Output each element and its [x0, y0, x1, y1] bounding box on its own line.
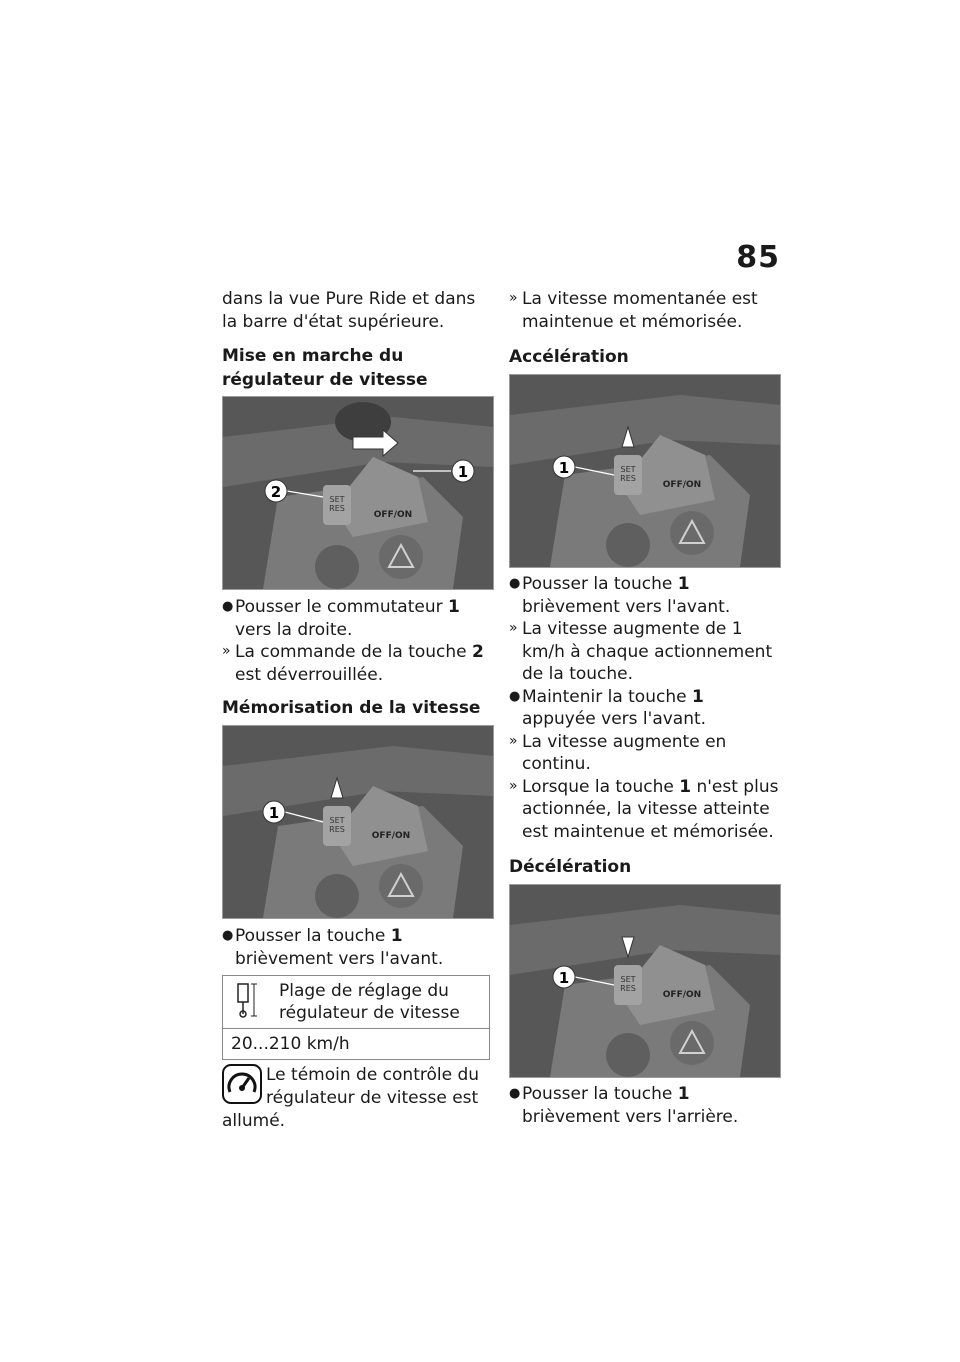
spec-value: 20...210 km/h	[231, 1034, 350, 1054]
svg-text:SET: SET	[620, 465, 636, 474]
intro-text: dans la vue Pure Ride et dans la barre d'état supérieure.	[222, 289, 476, 332]
right-column	[509, 288, 779, 1128]
svg-text:SET: SET	[620, 975, 636, 984]
result-memorized: » La vitesse momentanée est maintenue et mémorisée.	[509, 289, 758, 332]
gauge-range-icon	[223, 976, 272, 1029]
deceleration-illustration	[510, 885, 780, 1077]
step-push-forward: ● Pousser la touche 1 brièvement vers l'avant.	[222, 926, 444, 969]
bullet-icon: ●	[509, 1086, 521, 1101]
callout-1: 1	[558, 969, 570, 987]
figure-acceleration	[509, 374, 781, 568]
callout-1: 1	[268, 804, 280, 822]
callout-2: 2	[270, 483, 282, 501]
indicator-note	[222, 1064, 492, 1133]
figure-deceleration	[509, 884, 781, 1078]
heading-acceleration: Accélération	[509, 347, 629, 367]
bullet-icon: ●	[222, 599, 234, 614]
svg-text:RES: RES	[620, 984, 636, 993]
result-arrow-icon: »	[509, 290, 518, 306]
switch-illustration	[223, 397, 493, 589]
step-push-switch: ● Pousser le commutateur 1 vers la droite.	[222, 597, 460, 640]
svg-text:OFF/ON: OFF/ON	[662, 480, 702, 490]
step-push-backward: ● Pousser la touche 1 brièvement vers l'arrière.	[509, 1084, 739, 1127]
result-continuous: » La vitesse augmente en continu.	[509, 731, 727, 774]
svg-text:OFF/ON: OFF/ON	[371, 831, 411, 841]
indicator-tail: allumé.	[222, 1111, 286, 1131]
figure-switch-right	[222, 396, 494, 590]
bullet-icon: ●	[509, 688, 521, 704]
svg-text:OFF/ON: OFF/ON	[662, 990, 702, 1000]
svg-text:SET: SET	[329, 816, 345, 825]
offon-label: OFF/ON	[373, 510, 413, 520]
callout-1: 1	[457, 463, 469, 481]
result-arrow-icon: »	[509, 620, 518, 636]
result-released: » Lorsque la touche 1 n'est plus actionnée, la vitesse atteinte est maintenue et mémorisée.	[509, 776, 779, 842]
heading-memorize: Mémorisation de la vitesse	[222, 698, 481, 718]
page-number: 85	[736, 240, 780, 275]
step-accelerate-push: ● Pousser la touche 1 brièvement vers l'avant.	[509, 574, 731, 617]
figure-memorize	[222, 725, 494, 919]
cruise-control-speedometer-icon	[222, 1064, 262, 1104]
svg-text:RES: RES	[620, 474, 636, 483]
result-arrow-icon: »	[509, 732, 518, 749]
memorize-illustration	[223, 726, 493, 918]
indicator-line2: régulateur de vitesse est	[266, 1088, 479, 1108]
left-column	[222, 288, 492, 1133]
spec-table	[222, 975, 490, 1060]
svg-text:RES: RES	[329, 825, 345, 834]
indicator-line1: Le témoin de contrôle du	[266, 1065, 480, 1085]
res-label: RES	[329, 504, 345, 513]
result-speed-increase: » La vitesse augmente de 1 km/h à chaque actionnement de la touche.	[509, 619, 773, 684]
heading-deceleration: Décélération	[509, 857, 632, 877]
callout-1: 1	[558, 459, 570, 477]
result-arrow-icon: »	[222, 643, 231, 659]
acceleration-illustration	[510, 375, 780, 567]
result-arrow-icon: »	[509, 777, 518, 794]
result-unlocked: » La commande de la touche 2 est déverrouillée.	[222, 642, 484, 685]
bullet-icon: ●	[509, 576, 521, 591]
spec-title: Plage de réglage du régulateur de vitesse	[271, 976, 490, 1029]
step-hold-forward: ● Maintenir la touche 1 appuyée vers l'avant.	[509, 686, 707, 729]
bullet-icon: ●	[222, 928, 234, 943]
set-label: SET	[329, 495, 345, 504]
heading-activation: Mise en marche du régulateur de vitesse	[222, 346, 428, 390]
